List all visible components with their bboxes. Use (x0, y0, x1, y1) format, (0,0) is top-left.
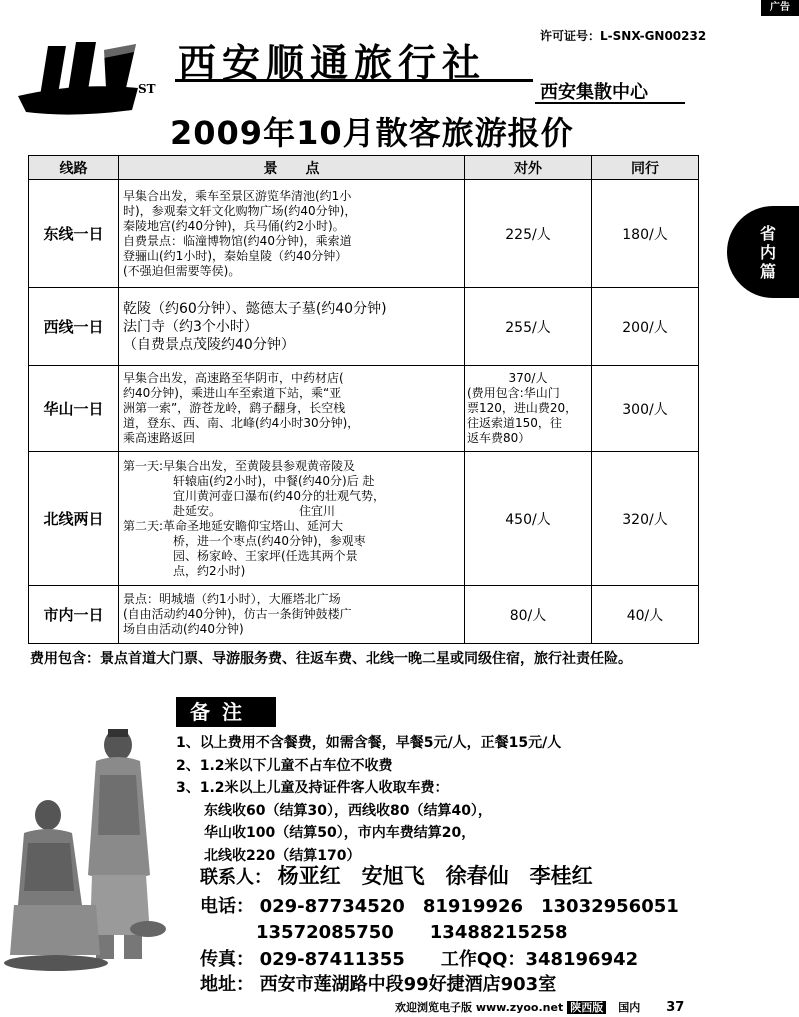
fax-qq: 029-87411355 工作QQ：348196942 (259, 949, 639, 970)
desc-line: 道，登东、西、南、北峰(约4小时30分钟)， (123, 416, 360, 430)
fee-included-note: 费用包含：景点首道大门票、导游服务费、往返车费、北线一晚二星或同级住宿，旅行社责任险。 (30, 651, 632, 667)
footer-text: 欢迎浏览电子版 www.zyoo.net (395, 1001, 564, 1014)
contact-phone-2 (256, 918, 568, 944)
out-price: 450/人 (465, 452, 592, 586)
contact-address (200, 970, 556, 996)
contact-fax (200, 945, 638, 971)
side-tab-province (727, 206, 799, 298)
page-headline: 2009年10月散客旅游报价 (170, 114, 574, 152)
peer-price: 180/人 (592, 180, 699, 288)
edition-tag: 陕西版 (567, 1001, 606, 1014)
contact-label: 联系人： (200, 867, 272, 888)
out-price: 255/人 (465, 288, 592, 366)
contact-phone (200, 892, 679, 918)
remark-item: 3、1.2米以上儿童及持证件客人收取车费： (176, 780, 449, 796)
desc-line: 秦陵地宫(约40分钟)，兵马俑(约2小时)。 (123, 218, 345, 233)
address-label: 地址： (200, 974, 254, 995)
remark-sub-item: 华山收100（结算50），市内车费结算20， (204, 825, 476, 841)
desc-line: 约40分钟)，乘进山车至索道下站，乘“亚 (123, 386, 342, 400)
terracotta-warriors-image (0, 715, 175, 975)
desc-line: 桥，进一个枣点(约40分钟)，参观枣 (173, 533, 366, 548)
desc-line: 赴延安。 住宜川 (173, 503, 336, 518)
peer-price: 200/人 (592, 288, 699, 366)
contact-names: 杨亚红 安旭飞 徐春仙 李桂红 (277, 864, 593, 888)
header-spots: 景 点 (119, 156, 465, 180)
price-note-line: (费用包含:华山门 (467, 386, 560, 400)
table-header-row (29, 156, 699, 180)
side-tab-char: 篇 (759, 261, 776, 281)
desc-line: 第二天:革命圣地延安瞻仰宝塔山、延河大 (123, 518, 344, 533)
header-route: 线路 (29, 156, 119, 180)
desc-line: 早集合出发，乘车至景区游览华清池(约1小 (123, 188, 352, 203)
desc-line: 乾陵（约60分钟）、懿德太子墓(约40分钟) (123, 300, 387, 317)
desc-line: 法门寺（约3个小时） (123, 318, 258, 335)
price-note-line: 往返索道150，往 (467, 416, 562, 430)
fax-label: 传真： (200, 949, 254, 970)
desc-line: 宜川黄河壶口瀑布(约40分的壮观气势， (173, 488, 385, 503)
license-number: 许可证号：L-SNX-GN00232 (540, 29, 707, 43)
phone-numbers: 029-87734520 81919926 13032956051 (259, 896, 679, 917)
contact-persons (200, 860, 593, 890)
table-row (29, 452, 699, 586)
desc-line: (不强迫但需要等侯)。 (123, 263, 241, 278)
out-price-detail (465, 366, 592, 452)
out-price: 225/人 (465, 180, 592, 288)
peer-price: 320/人 (592, 452, 699, 586)
route-description (119, 366, 465, 452)
route-description (119, 288, 465, 366)
table-row (29, 586, 699, 644)
desc-line: 点，约2小时) (173, 563, 246, 578)
remarks-list (176, 732, 736, 867)
route-name: 东线一日 (29, 180, 119, 288)
route-name: 华山一日 (29, 366, 119, 452)
peer-price: 40/人 (592, 586, 699, 644)
table-row (29, 288, 699, 366)
desc-line: 乘高速路返回 (123, 431, 196, 445)
route-description (119, 180, 465, 288)
route-name: 西线一日 (29, 288, 119, 366)
out-price: 80/人 (465, 586, 592, 644)
side-tab-char: 内 (759, 242, 776, 262)
route-name: 市内一日 (29, 586, 119, 644)
desc-line: 园、杨家岭、王家坪(任选其两个景 (173, 548, 358, 563)
header-out-price: 对外 (465, 156, 592, 180)
route-description (119, 452, 465, 586)
price-table (28, 155, 699, 644)
desc-line: (自由活动约40分钟)，仿古一条街钟鼓楼广 (123, 607, 352, 621)
desc-line: 场自由活动(约40分钟) (123, 622, 244, 636)
out-price: 370/人 (508, 371, 548, 385)
desc-line: 景点：明城墙（约1小时），大雁塔北广场 (123, 592, 341, 606)
logo-icon (18, 38, 158, 116)
center-name: 西安集散中心 (540, 82, 648, 103)
agency-name: 西安顺通旅行社 (178, 40, 487, 85)
phone-label: 电话： (200, 896, 254, 917)
desc-line: 自费景点：临潼博物馆(约40分钟)，乘索道 (123, 233, 352, 248)
page-footer (395, 999, 684, 1015)
desc-line: 登骊山(约1小时)，秦始皇陵（约40分钟） (123, 248, 348, 263)
desc-line: 早集合出发，高速路至华阴市，中药材店( (123, 371, 344, 385)
desc-line: 第一天:早集合出发，至黄陵县参观黄帝陵及 (123, 458, 356, 473)
price-note-line: 票120，进山费20， (467, 401, 578, 415)
remark-sub-item: 东线收60（结算30），西线收80（结算40）， (204, 802, 492, 819)
desc-line: （自费景点茂陵约40分钟） (123, 336, 295, 353)
price-note-line: 返车费80） (467, 431, 531, 445)
route-description (119, 586, 465, 644)
header-peer-price: 同行 (592, 156, 699, 180)
side-tab-char: 省 (759, 223, 776, 243)
header-divider (175, 79, 533, 82)
remark-sub-item: 北线收220（结算170） (204, 847, 361, 864)
remark-item: 1、以上费用不含餐费，如需含餐，早餐5元/人，正餐15元/人 (176, 735, 562, 751)
page-number: 37 (666, 1000, 685, 1015)
ad-tag: 广告 (761, 0, 799, 16)
table-row (29, 366, 699, 452)
desc-line: 洲第一索”，游苍龙岭，鹞子翻身，长空栈 (123, 401, 346, 415)
desc-line: 轩辕庙(约2小时)，中餐(约40分)后 赴 (173, 473, 375, 488)
remark-item: 2、1.2米以下儿童不占车位不收费 (176, 757, 393, 774)
address: 西安市莲湖路中段99好捷酒店903室 (259, 974, 557, 995)
center-name-underline (535, 102, 685, 104)
footer-region: 国内 (618, 1001, 641, 1014)
route-name: 北线两日 (29, 452, 119, 586)
remarks-title: 备注 (176, 697, 276, 727)
phone-numbers: 13572085750 13488215258 (256, 922, 568, 943)
desc-line: 时)，参观秦文轩文化购物广场(约40分钟)， (123, 203, 357, 218)
table-row (29, 180, 699, 288)
peer-price: 300/人 (592, 366, 699, 452)
logo-text: ST (138, 82, 156, 96)
